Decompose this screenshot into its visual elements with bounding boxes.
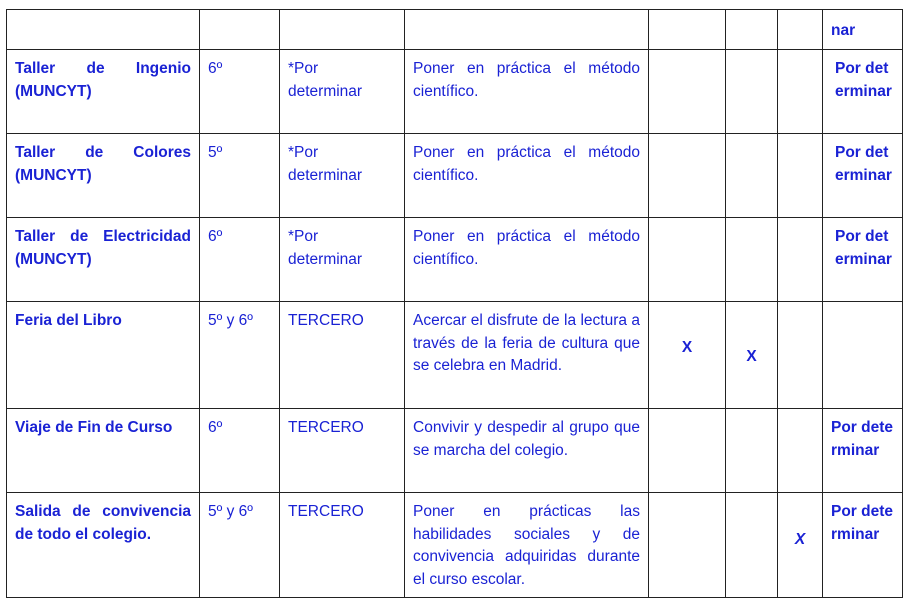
mark-cell: [649, 218, 726, 302]
mark-cell: [649, 50, 726, 134]
cost-cell: [823, 302, 903, 409]
course-cell: 5º y 6º: [200, 493, 280, 598]
cost-cell: Por determinar: [823, 134, 903, 218]
activity-cell: Viaje de Fin de Curso: [7, 409, 200, 493]
course-cell: 5º y 6º: [200, 302, 280, 409]
mark-cell: [778, 10, 823, 50]
course-cell: 6º: [200, 409, 280, 493]
activity-cell: [7, 10, 200, 50]
table-row: [7, 134, 903, 218]
mark-cell: [778, 50, 823, 134]
mark-cell: [726, 10, 778, 50]
mark-cell: [649, 493, 726, 598]
cost-cell: Por determinar: [823, 218, 903, 302]
mark-cell: [726, 50, 778, 134]
activity-cell: Feria del Libro: [7, 302, 200, 409]
cost-cell: nar: [823, 10, 903, 50]
mark-cell: [778, 302, 823, 409]
activity-cell: Salida de convivencia de todo el colegio.: [7, 493, 200, 598]
mark-cell: X: [778, 493, 823, 598]
objective-cell: Acercar el disfrute de la lectura a través de la feria de cultura que se celebra en Madrid.: [405, 302, 649, 409]
term-cell: *Por determinar: [280, 50, 405, 134]
activity-cell: Taller de Colores (MUNCYT): [7, 134, 200, 218]
mark-cell: [726, 493, 778, 598]
cost-cell: Por determinar: [823, 50, 903, 134]
mark-cell: [726, 409, 778, 493]
term-cell: *Por determinar: [280, 218, 405, 302]
mark-cell: X: [649, 302, 726, 409]
term-cell: [280, 10, 405, 50]
cost-cell: Por determinar: [823, 493, 903, 598]
term-cell: TERCERO: [280, 493, 405, 598]
table-row: [7, 218, 903, 302]
course-cell: 6º: [200, 218, 280, 302]
mark-cell: [778, 218, 823, 302]
objective-cell: Poner en práctica el método científico.: [405, 218, 649, 302]
mark-cell: [649, 409, 726, 493]
term-cell: TERCERO: [280, 302, 405, 409]
objective-cell: Poner en práctica el método científico.: [405, 50, 649, 134]
table-row: [7, 409, 903, 493]
mark-cell: [726, 134, 778, 218]
table-row: [7, 50, 903, 134]
mark-cell: [649, 134, 726, 218]
cost-cell: Por determinar: [823, 409, 903, 493]
table-row: [7, 302, 903, 409]
objective-cell: Convivir y despedir al grupo que se marcha del colegio.: [405, 409, 649, 493]
term-cell: *Por determinar: [280, 134, 405, 218]
activities-table: [6, 9, 903, 598]
course-cell: 6º: [200, 50, 280, 134]
objective-cell: Poner en práctica el método científico.: [405, 134, 649, 218]
course-cell: 5º: [200, 134, 280, 218]
objective-cell: [405, 10, 649, 50]
mark-cell: [778, 409, 823, 493]
table-row: [7, 10, 903, 50]
mark-cell: [649, 10, 726, 50]
table-row: [7, 493, 903, 598]
mark-cell: [726, 218, 778, 302]
mark-cell: [778, 134, 823, 218]
objective-cell: Poner en prácticas las habilidades sociales y de convivencia adquiridas durante el curso escolar.: [405, 493, 649, 598]
term-cell: TERCERO: [280, 409, 405, 493]
activity-cell: Taller de Electricidad (MUNCYT): [7, 218, 200, 302]
mark-cell: X: [726, 302, 778, 409]
course-cell: [200, 10, 280, 50]
activity-cell: Taller de Ingenio (MUNCYT): [7, 50, 200, 134]
